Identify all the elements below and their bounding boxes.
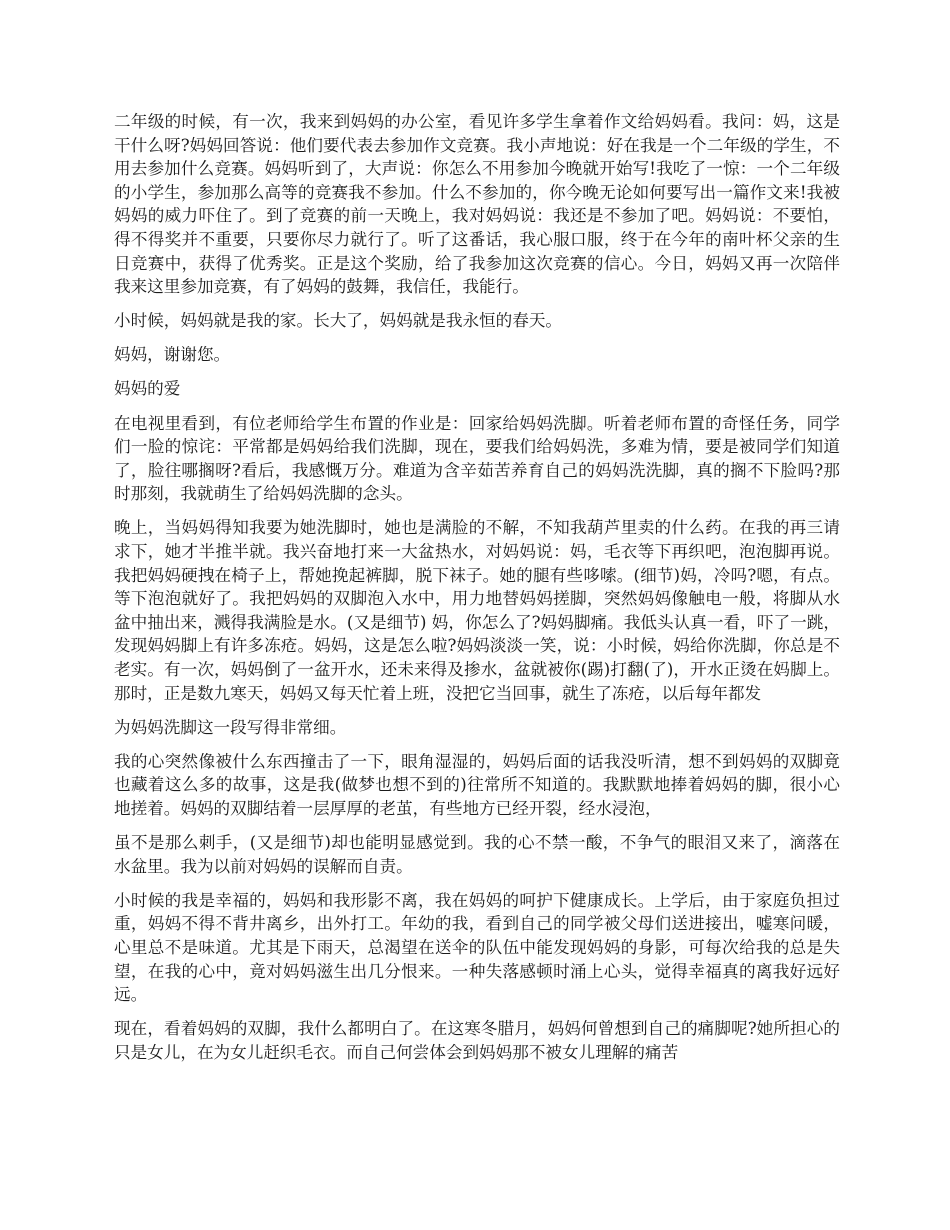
paragraph-5: 在电视里看到，有位老师给学生布置的作业是：回家给妈妈洗脚。听着老师布置的奇怪任务，同学们一脸的惊诧：平常都是妈妈给我们洗脚，现在，要我们给妈妈洗，多难为情，要是被同学们知道了，脸往哪搁呀?看后，我感慨万分。难道为含辛茹苦养育自己的妈妈洗洗脚，真的搁不下脸吗?那时那刻，我就萌生了给妈妈洗脚的念头。 xyxy=(114,413,840,504)
paragraph-9: 虽不是那么刺手，(又是细节)却也能明显感觉到。我的心不禁一酸，不争气的眼泪又来了，滴落在水盆里。我为以前对妈妈的误解而自责。 xyxy=(114,833,840,876)
document-body xyxy=(114,110,840,1075)
paragraph-2: 小时候，妈妈就是我的家。长大了，妈妈就是我永恒的春天。 xyxy=(114,311,563,331)
paragraph-3: 妈妈，谢谢您。 xyxy=(114,345,231,365)
paragraph-8: 我的心突然像被什么东西撞击了一下，眼角湿湿的，妈妈后面的话我没听清，想不到妈妈的双脚竟也藏着这么多的故事，这是我(做梦也想不到的)往常所不知道的。我默默地捧着妈妈的脚，很小心地搓着。妈妈的双脚结着一层厚厚的老茧，有些地方已经开裂，经水浸泡， xyxy=(114,751,840,818)
paragraph-11: 现在，看着妈妈的双脚，我什么都明白了。在这寒冬腊月，妈妈何曾想到自己的痛脚呢?她所担心的只是女儿，在为女儿赶织毛衣。而自己何尝体会到妈妈那不被女儿理解的痛苦 xyxy=(114,1019,840,1062)
paragraph-1: 二年级的时候，有一次，我来到妈妈的办公室，看见许多学生拿着作文给妈妈看。我问：妈，这是干什么呀?妈妈回答说：他们要代表去参加作文竞赛。我小声地说：好在我是一个二年级的学生，不用去参加什么竞赛。妈妈听到了，大声说：你怎么不用参加今晚就开始写!我吃了一惊：一个二年级的小学生，参加那么高等的竞赛我不参加。什么不参加的，你今晚无论如何要写出一篇作文来!我被妈妈的威力吓住了。到了竞赛的前一天晚上，我对妈妈说：我还是不参加了吧。妈妈说：不要怕，得不得奖并不重要，只要你尽力就行了。听了这番话，我心服口服，终于在今年的南叶杯父亲的生日竞赛中，获得了优秀奖。正是这个奖励，给了我参加这次竞赛的信心。今日，妈妈又再一次陪伴我来这里参加竞赛，有了妈妈的鼓舞，我信任，我能行。 xyxy=(114,112,840,297)
paragraph-7: 为妈妈洗脚这一段写得非常细。 xyxy=(114,717,347,737)
section-heading: 妈妈的爱 xyxy=(114,379,181,399)
paragraph-10: 小时候的我是幸福的，妈妈和我形影不离，我在妈妈的呵护下健康成长。上学后，由于家庭负担过重，妈妈不得不背井离乡，出外打工。年幼的我，看到自己的同学被父母们送进接出，嘘寒问暖，心里总不是味道。尤其是下雨天，总渴望在送伞的队伍中能发现妈妈的身影，可每次给我的总是失望，在我的心中，竟对妈妈滋生出几分恨来。一种失落感顿时涌上心头，觉得幸福真的离我好远好远。 xyxy=(114,890,840,1005)
paragraph-6: 晚上，当妈妈得知我要为她洗脚时，她也是满脸的不解，不知我葫芦里卖的什么药。在我的再三请求下，她才半推半就。我兴奋地打来一大盆热水，对妈妈说：妈，毛衣等下再织吧，泡泡脚再说。我把妈妈硬拽在椅子上，帮她挽起裤脚，脱下袜子。她的腿有些哆嗦。(细节)妈，冷吗?嗯，有点。等下泡泡就好了。我把妈妈的双脚泡入水中，用力地替妈妈搓脚，突然妈妈像触电一般，将脚从水盆中抽出来，溅得我满脸是水。(又是细节) 妈，你怎么了?妈妈脚痛。我低头认真一看，吓了一跳，发现妈妈脚上有许多冻疮。妈妈，这是怎么啦?妈妈淡淡一笑，说：小时候，妈给你洗脚，你总是不老实。有一次，妈妈倒了一盆开水，还未来得及掺水，盆就被你(踢)打翻(了)，开水正烫在妈脚上。那时，正是数九寒天，妈妈又每天忙着上班，没把它当回事，就生了冻疮，以后每年都发 xyxy=(114,518,840,703)
